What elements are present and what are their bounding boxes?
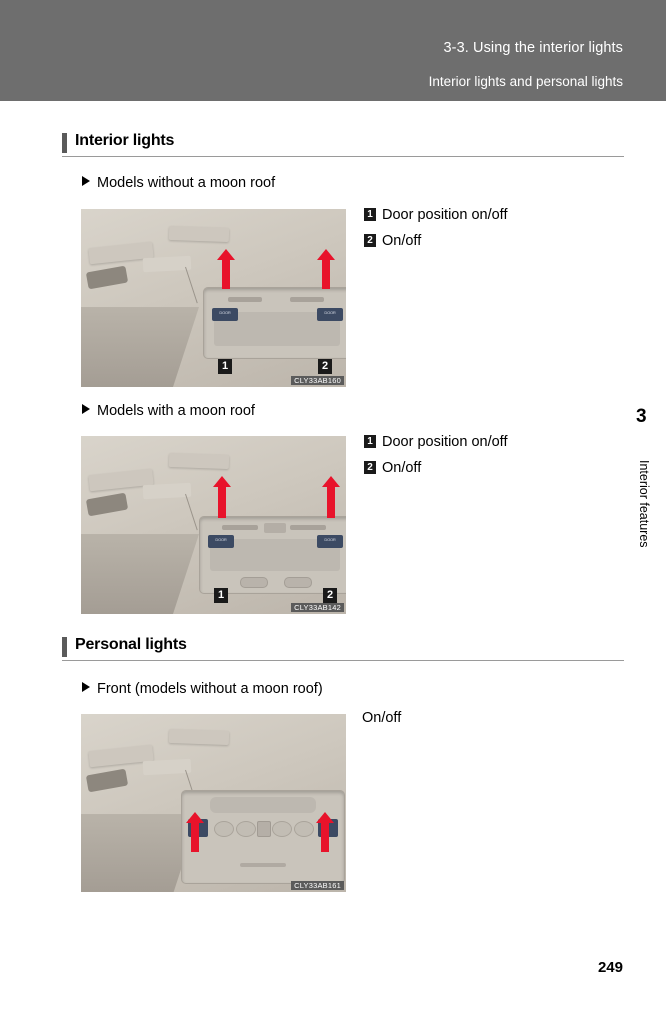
- red-arrow-left-shaft: [218, 486, 226, 518]
- console-top-panel: [210, 797, 316, 813]
- door-switch-right: [317, 308, 343, 321]
- figure-code: CLY33AB142: [291, 603, 344, 613]
- triangle-right-icon: [82, 176, 90, 186]
- overhead-console: [203, 287, 346, 359]
- red-arrow-left: [188, 812, 202, 852]
- overhead-sensor-panel: [143, 256, 192, 272]
- page-number: 249: [597, 959, 623, 976]
- red-arrow-left-shaft: [222, 259, 230, 289]
- personal-light-lens-3: [272, 821, 292, 837]
- console-lower-slot: [240, 863, 286, 867]
- figure-code: CLY33AB161: [291, 881, 344, 891]
- console-button-right: [284, 577, 312, 588]
- console-vent-right: [290, 525, 326, 530]
- red-arrow-right: [319, 249, 333, 289]
- red-arrow-left: [219, 249, 233, 289]
- callout-number-2: 2: [323, 588, 337, 603]
- figure-code: CLY33AB160: [291, 376, 344, 386]
- callout-number-1: 1: [214, 588, 228, 603]
- header-topic: Interior lights and personal lights: [428, 74, 623, 89]
- door-switch-left-label: DOOR: [215, 537, 227, 542]
- legend-item-1: [364, 207, 507, 223]
- legend-label: Door position on/off: [382, 207, 508, 223]
- chapter-tab: [626, 388, 666, 598]
- legend-plain-onoff: On/off: [362, 710, 402, 726]
- door-switch-right-label: DOOR: [324, 537, 336, 542]
- red-arrow-right-shaft: [322, 259, 330, 289]
- figure-interior-light-without-moonroof: [81, 209, 346, 387]
- header-section-reference: 3-3. Using the interior lights: [443, 40, 623, 56]
- subheading-label: Models without a moon roof: [97, 175, 276, 191]
- door-switch-left-label: DOOR: [219, 310, 231, 315]
- red-arrow-left-shaft: [191, 822, 199, 852]
- figure-personal-lights-front: [81, 714, 346, 892]
- subheading-label: Models with a moon roof: [97, 403, 255, 419]
- console-center-button: [257, 821, 271, 837]
- subheading-models-without-moon-roof: [82, 175, 275, 191]
- legend-number: 2: [364, 461, 376, 474]
- sun-visor-passenger: [169, 729, 229, 745]
- legend-item-1: [364, 434, 507, 450]
- red-arrow-left: [215, 476, 229, 518]
- console-vent-left: [222, 525, 258, 530]
- red-arrow-right: [324, 476, 338, 518]
- figure-interior-light-with-moonroof: [81, 436, 346, 614]
- red-arrow-right-shaft: [327, 486, 335, 518]
- door-switch-left: [212, 308, 238, 321]
- sun-visor-passenger: [169, 453, 229, 469]
- personal-light-lens-2: [236, 821, 256, 837]
- section-title: Interior lights: [75, 132, 175, 149]
- legend-item-2: [364, 460, 421, 476]
- section-tick-icon: [62, 637, 67, 657]
- section-title: Personal lights: [75, 636, 187, 653]
- overhead-console: [199, 516, 346, 594]
- moonroof-switch: [264, 523, 286, 533]
- subheading-models-with-moon-roof: [82, 403, 255, 419]
- chapter-label: Interior features: [637, 460, 651, 548]
- console-vent-right: [290, 297, 324, 302]
- legend-number: 1: [364, 208, 376, 221]
- section-header-interior-lights: [62, 133, 624, 157]
- personal-light-lens-4: [294, 821, 314, 837]
- section-header-personal-lights: [62, 637, 624, 661]
- red-arrow-right-shaft: [321, 822, 329, 852]
- legend-item-2: [364, 233, 421, 249]
- door-switch-right: [317, 535, 343, 548]
- triangle-right-icon: [82, 682, 90, 692]
- section-tick-icon: [62, 133, 67, 153]
- console-vent-left: [228, 297, 262, 302]
- sun-visor-passenger: [169, 226, 229, 242]
- overhead-sensor-panel: [143, 759, 192, 775]
- red-arrow-right: [318, 812, 332, 852]
- door-switch-left: [208, 535, 234, 548]
- door-switch-right-label: DOOR: [324, 310, 336, 315]
- page-header: [0, 0, 666, 101]
- legend-number: 2: [364, 234, 376, 247]
- legend-label: On/off: [382, 233, 422, 249]
- personal-light-lens-1: [214, 821, 234, 837]
- legend-number: 1: [364, 435, 376, 448]
- legend-label: On/off: [382, 460, 422, 476]
- subheading-front-without-moon-roof: [82, 681, 323, 697]
- callout-number-2: 2: [318, 359, 332, 374]
- triangle-right-icon: [82, 404, 90, 414]
- chapter-number: 3: [636, 406, 647, 427]
- console-button-left: [240, 577, 268, 588]
- overhead-sensor-panel: [143, 483, 192, 499]
- subheading-label: Front (models without a moon roof): [97, 681, 323, 697]
- callout-number-1: 1: [218, 359, 232, 374]
- legend-label: Door position on/off: [382, 434, 508, 450]
